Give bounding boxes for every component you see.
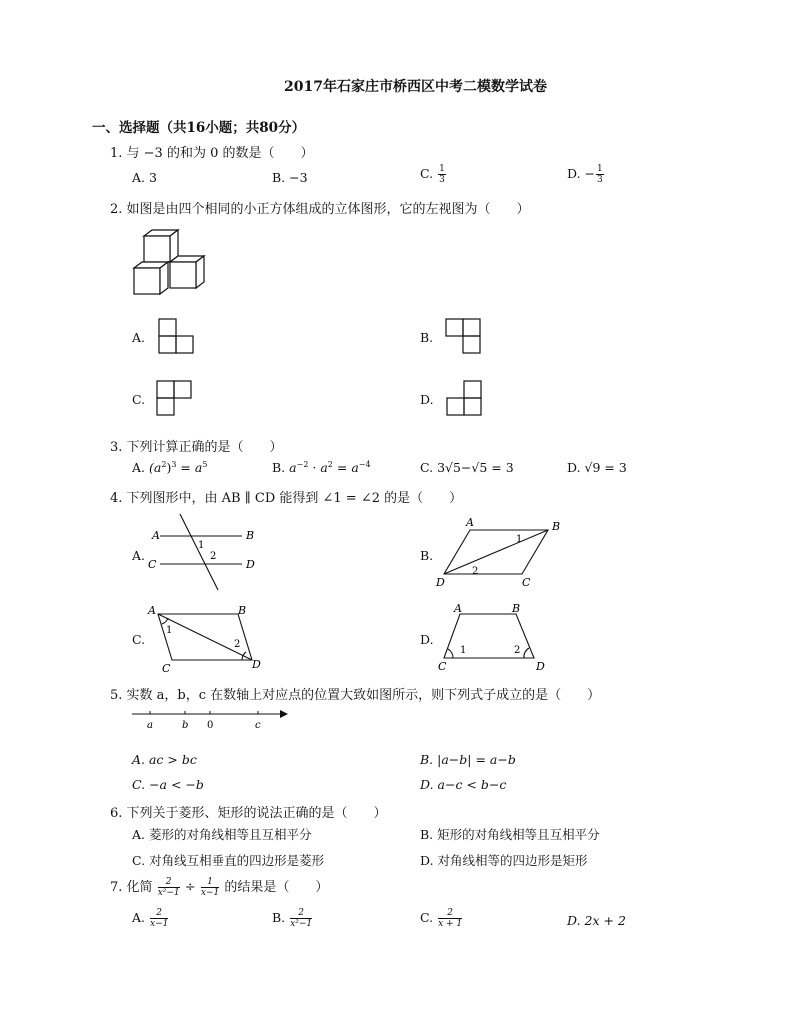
q1-option-c-label: C. xyxy=(420,166,434,181)
q3-b-exp3: −4 xyxy=(358,460,371,469)
q4b-label-c: C xyxy=(522,576,531,589)
q3-option-a[interactable] xyxy=(132,460,207,475)
q3-a-rhs-exp: 5 xyxy=(202,460,208,469)
q7-stem-suffix: 的结果是（ ） xyxy=(224,880,329,895)
q4a-angle-2: 2 xyxy=(210,551,217,562)
q4-option-b-figure xyxy=(432,514,572,590)
section-heading: 一、选择题（共16小题；共80分） xyxy=(92,120,306,136)
q7-stem-fraction-2: $\frac{1}{x-1}$ xyxy=(200,877,220,898)
q4c-label-b: B xyxy=(238,604,247,617)
q4c-label-c: C xyxy=(162,662,171,675)
q5-option-a[interactable]: A. ac > bc xyxy=(132,752,197,767)
q4a-label-c: C xyxy=(148,558,157,571)
q5-option-d[interactable]: D. a−c < b−c xyxy=(420,777,507,792)
q4-option-a-figure xyxy=(144,512,264,592)
q4a-label-b: B xyxy=(246,529,255,542)
q2-option-c-figure xyxy=(156,380,192,416)
q4c-angle-2: 2 xyxy=(234,639,241,650)
q4b-angle-1: 1 xyxy=(516,534,523,545)
q7-option-a-label: A. xyxy=(132,910,146,925)
q4a-label-a: A xyxy=(152,529,160,542)
q7-stem-fraction-1: $\frac{2}{\text{x²−1}}$ xyxy=(157,877,180,898)
q1-option-a[interactable]: A. 3 xyxy=(132,170,157,185)
q2-cube-figure xyxy=(128,228,208,298)
question-1-stem: 1. 与 −3 的和为 0 的数是（ ） xyxy=(110,146,314,161)
q4-option-c[interactable]: C. xyxy=(132,632,146,647)
q3-b-mid: · a xyxy=(312,460,328,476)
q5-axis-a: a xyxy=(147,720,153,731)
q2-option-a-figure xyxy=(158,318,194,354)
q1-option-d-fraction: $\frac{1}{3}$ xyxy=(597,164,603,185)
q4d-angle-2: 2 xyxy=(514,645,521,656)
q5-axis-b: b xyxy=(182,720,189,731)
q4-option-c-figure xyxy=(144,602,274,674)
q6-option-c[interactable]: C. 对角线互相垂直的四边形是菱形 xyxy=(132,853,325,868)
q3-a-outer-exp: 3 xyxy=(171,460,177,469)
q4b-label-d: D xyxy=(436,576,445,589)
q3-a-base: (a xyxy=(149,460,162,476)
page-title: 2017年石家庄市桥西区中考二模数学试卷 xyxy=(284,79,547,95)
q2-option-a[interactable]: A. xyxy=(132,330,146,345)
question-3-stem: 3. 下列计算正确的是（ ） xyxy=(110,440,283,455)
q5-number-line xyxy=(130,706,290,732)
q4a-angle-1: 1 xyxy=(198,540,205,551)
q3-b-a: a xyxy=(289,460,297,476)
q4c-label-a: A xyxy=(148,604,156,617)
q4-option-b[interactable]: B. xyxy=(420,548,434,563)
q7-option-c-label: C. xyxy=(420,910,434,925)
q4d-label-d: D xyxy=(536,660,545,673)
q3-a-rhs: = a xyxy=(180,460,203,476)
q4b-label-b: B xyxy=(552,520,561,533)
q4c-angle-1: 1 xyxy=(166,625,173,636)
q4d-angle-1: 1 xyxy=(460,645,467,656)
q2-option-d-figure xyxy=(446,380,482,416)
q3-a-close: ) xyxy=(166,460,172,476)
q7-option-d[interactable]: D. 2x + 2 xyxy=(567,913,626,928)
q4c-label-d: D xyxy=(252,658,261,671)
q5-option-c[interactable]: C. −a < −b xyxy=(132,777,204,792)
q3-b-exp1: −2 xyxy=(296,460,309,469)
question-6-stem: 6. 下列关于菱形、矩形的说法正确的是（ ） xyxy=(110,806,387,821)
q1-option-b[interactable]: B. −3 xyxy=(272,170,308,185)
question-5-stem: 5. 实数 a，b，c 在数轴上对应点的位置大致如图所示，则下列式子成立的是（ ） xyxy=(110,688,601,703)
q2-option-c[interactable]: C. xyxy=(132,392,146,407)
q5-option-b[interactable]: B. |a−b| = a−b xyxy=(420,752,516,767)
q4d-label-b: B xyxy=(512,602,521,615)
q4-option-d-figure xyxy=(436,602,556,674)
q4b-angle-2: 2 xyxy=(472,566,479,577)
q3-b-eq: = a xyxy=(336,460,359,476)
q4d-label-a: A xyxy=(454,602,462,615)
question-7-stem xyxy=(110,876,328,898)
q7-stem-divide: ÷ xyxy=(184,880,196,895)
q7-option-b[interactable] xyxy=(272,908,313,929)
q2-option-b-figure xyxy=(445,318,481,354)
q7-option-c-fraction: $\frac{2}{x + 1}$ xyxy=(438,908,463,929)
q2-option-b[interactable]: B. xyxy=(420,330,434,345)
q7-stem-prefix: 7. 化简 xyxy=(110,880,153,895)
q4-option-a[interactable]: A. xyxy=(132,548,146,563)
question-4-stem: 4. 下列图形中，由 AB ∥ CD 能得到 ∠1 = ∠2 的是（ ） xyxy=(110,491,463,506)
q3-option-b[interactable] xyxy=(272,460,371,475)
q4d-label-c: C xyxy=(438,660,447,673)
q4b-label-a: A xyxy=(466,516,474,529)
q4-option-d[interactable]: D. xyxy=(420,632,434,647)
q7-option-c[interactable] xyxy=(420,908,463,929)
q1-option-c-fraction: $\frac{1}{3}$ xyxy=(439,164,445,185)
q1-option-c[interactable] xyxy=(420,164,447,185)
q6-option-d[interactable]: D. 对角线相等的四边形是矩形 xyxy=(420,853,588,868)
question-2-stem: 2. 如图是由四个相同的小正方体组成的立体图形，它的左视图为（ ） xyxy=(110,202,530,217)
q6-option-a[interactable]: A. 菱形的对角线相等且互相平分 xyxy=(132,827,312,842)
q6-option-b[interactable]: B. 矩形的对角线相等且互相平分 xyxy=(420,827,600,842)
q7-option-a[interactable] xyxy=(132,908,169,929)
q1-option-d-label: D. − xyxy=(567,166,595,181)
q3-option-c[interactable]: C. 3√5−√5 = 3 xyxy=(420,460,514,475)
q5-axis-zero: 0 xyxy=(207,720,214,731)
q7-option-b-label: B. xyxy=(272,910,286,925)
q2-option-d[interactable]: D. xyxy=(420,392,434,407)
q3-option-b-label: B. xyxy=(272,460,286,476)
q3-b-exp2: 2 xyxy=(327,460,333,469)
q3-a-inner-exp: 2 xyxy=(161,460,167,469)
q7-option-a-fraction: $\frac{2}{x-1}$ xyxy=(150,908,169,929)
q5-axis-c: c xyxy=(255,720,261,731)
q4a-label-d: D xyxy=(246,558,255,571)
q7-option-b-fraction: $\frac{2}{\text{x²−1}}$ xyxy=(290,908,313,929)
q3-option-d[interactable]: D. √9 = 3 xyxy=(567,460,627,475)
q3-option-a-label: A. xyxy=(132,460,146,476)
q1-option-d[interactable] xyxy=(567,164,605,185)
